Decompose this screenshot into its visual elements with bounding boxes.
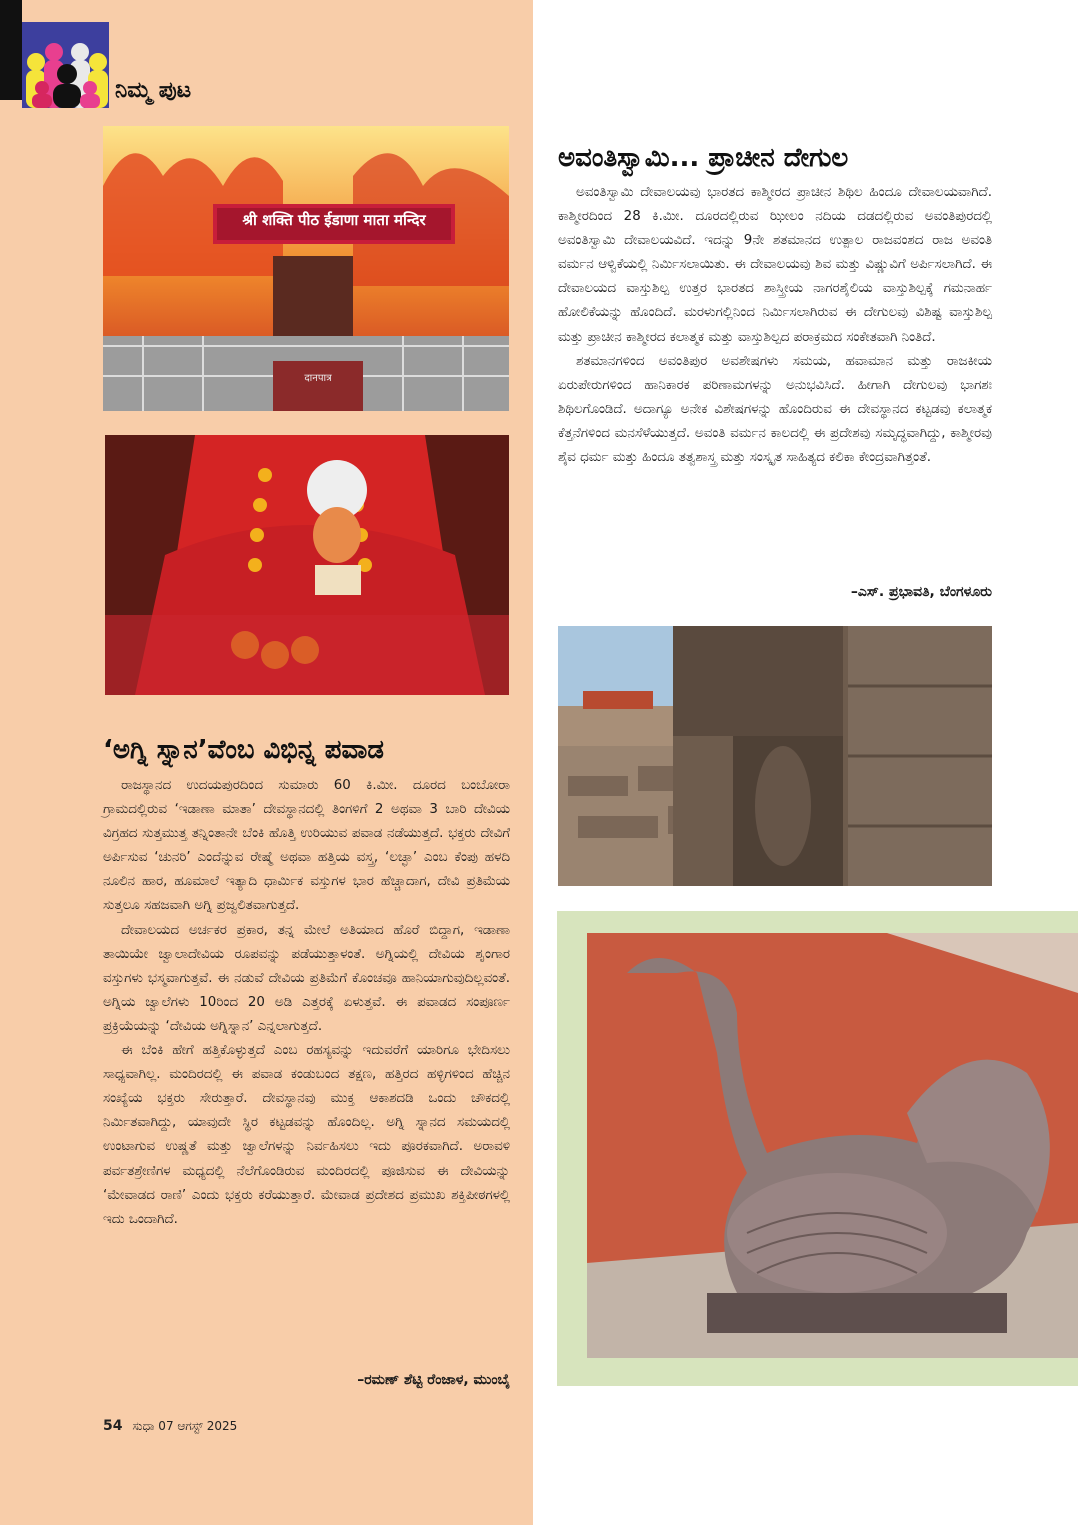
- temple-banner-text: श्री शक्ति पीठ ईडाणा माता मन्दिर: [242, 211, 426, 229]
- donation-box-label: दानपात्र: [304, 373, 332, 384]
- left-article-byline: –ರಮಣ್ ಶೆಟ್ಟಿ ರೆಂಜಾಳ, ಮುಂಬೈ: [357, 1372, 510, 1388]
- goddess-idol-photo: [105, 435, 509, 695]
- right-paragraph: ಶತಮಾನಗಳಿಂದ ಅವಂತಿಪುರ ಅವಶೇಷಗಳು ಸಮಯ, ಹವಾಮಾನ ಮತ್ತು ರಾಜಕೀಯ ಏರುಪೇರುಗಳಿಂದ ಹಾನಿಕಾರಕ ಪರಿಣಾಮಗಳನ್ನು ಅನುಭವಿಸಿದೆ. ಹೀಗಾಗಿ ದೇಗುಲವು ಭಾಗಶಃ ಶಿಥಿಲಗೊಂಡಿದೆ. ಅದಾಗ್ಯೂ ಅನೇಕ ವಿಶೇಷಗಳನ್ನು ಹೊಂದಿರುವ ಈ ದೇವಸ್ಥಾನದ ಕಟ್ಟಡವು ಕಲಾತ್ಮಕ ಕೆತ್ತನೆಗಳಿಂದ ಮನಸೆಳೆಯುತ್ತದೆ. ಅವಂತಿ ವರ್ಮನ ಕಾಲದಲ್ಲಿ ಈ ಪ್ರದೇಶವು ಸಮೃದ್ಧವಾಗಿದ್ದು, ಕಾಶ್ಮೀರವು ಶೈವ ಧರ್ಮ ಮತ್ತು ಹಿಂದೂ ತತ್ವಶಾಸ್ತ್ರ ಮತ್ತು ಸಂಸ್ಕೃತ ಸಾಹಿತ್ಯದ ಕಲಿಕಾ ಕೇಂದ್ರವಾಗಿತ್ತಂತೆ.: [558, 353, 992, 466]
- left-paragraph: ದೇವಾಲಯದ ಅರ್ಚಕರ ಪ್ರಕಾರ, ತನ್ನ ಮೇಲೆ ಅತಿಯಾದ ಹೊರೆ ಬಿದ್ದಾಗ, ಇಡಾಣಾ ತಾಯಿಯೇ ಜ್ವಾಲಾದೇವಿಯ ರೂಪವನ್ನು ಪಡೆಯುತ್ತಾಳಂತೆ. ಅಗ್ನಿಯಲ್ಲಿ ದೇವಿಯ ಶೃಂಗಾರ ವಸ್ತುಗಳು ಭಸ್ಮವಾಗುತ್ತವೆ. ಈ ನಡುವೆ ದೇವಿಯ ಪ್ರತಿಮೆಗೆ ಕೊಂಚವೂ ಹಾನಿಯಾಗುವುದಿಲ್ಲವಂತೆ. ಅಗ್ನಿಯ ಜ್ವಾಲೆಗಳು 10ರಿಂದ 20 ಅಡಿ ಎತ್ತರಕ್ಕೆ ಏಳುತ್ತವೆ. ಈ ಪವಾಡದ ಸಂಪೂರ್ಣ ಪ್ರಕ್ರಿಯೆಯನ್ನು ‘ದೇವಿಯ ಅಗ್ನಿಸ್ನಾನ’ ಎನ್ನಲಾಗುತ್ತದೆ.: [103, 922, 510, 1034]
- right-article-headline: ಅವಂತಿಸ್ವಾಮಿ... ಪ್ರಾಚೀನ ದೇಗುಲ: [558, 143, 849, 174]
- section-logo: [22, 22, 109, 108]
- left-article-body: [103, 774, 510, 1232]
- right-article-body: [558, 181, 992, 470]
- wooden-bird-photo: [587, 933, 1078, 1358]
- left-paragraph: ರಾಜಸ್ಥಾನದ ಉದಯಪುರದಿಂದ ಸುಮಾರು 60 ಕಿ.ಮೀ. ದೂರದ ಬಂಬೋರಾ ಗ್ರಾಮದಲ್ಲಿರುವ ‘ಇಡಾಣಾ ಮಾತಾ’ ದೇವಸ್ಥಾನದಲ್ಲಿ ತಿಂಗಳಿಗೆ 2 ಅಥವಾ 3 ಬಾರಿ ದೇವಿಯ ವಿಗ್ರಹದ ಸುತ್ತಮುತ್ತ ತನ್ನಿಂತಾನೇ ಬೆಂಕಿ ಹೊತ್ತಿ ಉರಿಯುವ ಪವಾಡ ನಡೆಯುತ್ತದೆ. ಭಕ್ತರು ದೇವಿಗೆ ಅರ್ಪಿಸುವ ‘ಚುನರಿ’ ಎಂದೆನ್ನುವ ರೇಷ್ಮೆ ಅಥವಾ ಹತ್ತಿಯ ವಸ್ತ್ರ, ‘ಲಚ್ಛಾ’ ಎಂಬ ಕೆಂಪು ಹಳದಿ ನೂಲಿನ ಹಾರ, ಹೂಮಾಲೆ ಇತ್ಯಾದಿ ಧಾರ್ಮಿಕ ವಸ್ತುಗಳ ಭಾರ ಹೆಚ್ಚಾದಾಗ, ದೇವಿ ಪ್ರತಿಮೆಯ ಸುತ್ತಲೂ ಸಹಜವಾಗಿ ಅಗ್ನಿ ಪ್ರಜ್ವಲಿತವಾಗುತ್ತದೆ.: [103, 778, 510, 914]
- section-title: ನಿಮ್ಮ ಪುಟ: [115, 78, 192, 103]
- left-paragraph: ಈ ಬೆಂಕಿ ಹೇಗೆ ಹತ್ತಿಕೊಳ್ಳುತ್ತದೆ ಎಂಬ ರಹಸ್ಯವನ್ನು ಇದುವರೆಗೆ ಯಾರಿಗೂ ಭೇದಿಸಲು ಸಾಧ್ಯವಾಗಿಲ್ಲ. ಮಂದಿರದಲ್ಲಿ ಈ ಪವಾಡ ಕಂಡುಬಂದ ತಕ್ಷಣ, ಹತ್ತಿರದ ಹಳ್ಳಿಗಳಿಂದ ಹೆಚ್ಚಿನ ಸಂಖ್ಯೆಯ ಭಕ್ತರು ಸೇರುತ್ತಾರೆ. ದೇವಸ್ಥಾನವು ಮುಕ್ತ ಆಕಾಶದಡಿ ಒಂದು ಚೌಕದಲ್ಲಿ ನಿರ್ಮಿತವಾಗಿದ್ದು, ಯಾವುದೇ ಸ್ಥಿರ ಕಟ್ಟಡವನ್ನು ಹೊಂದಿಲ್ಲ. ಅಗ್ನಿ ಸ್ನಾನದ ಸಮಯದಲ್ಲಿ ಉಂಟಾಗುವ ಉಷ್ಣತೆ ಮತ್ತು ಜ್ವಾಲೆಗಳನ್ನು ನಿರ್ವಹಿಸಲು ಇದು ಪೂರಕವಾಗಿದೆ. ಅರಾವಳಿ ಪರ್ವತಶ್ರೇಣಿಗಳ ಮಧ್ಯದಲ್ಲಿ ನೆಲೆಗೊಂಡಿರುವ ಮಂದಿರದಲ್ಲಿ ಪೂಜಿಸುವ ಈ ದೇವಿಯನ್ನು ‘ಮೇವಾಡದ ರಾಣಿ’ ಎಂದು ಭಕ್ತರು ಕರೆಯುತ್ತಾರೆ. ಮೇವಾಡ ಪ್ರದೇಶದ ಪ್ರಮುಖ ಶಕ್ತಿಪೀಠಗಳಲ್ಲಿ ಇದು ಒಂದಾಗಿದೆ.: [103, 1043, 510, 1227]
- corner-bar: [0, 0, 22, 100]
- page-number: 54: [103, 1418, 123, 1434]
- left-article-headline: ‘ಅಗ್ನಿ ಸ್ನಾನ’ವೆಂಬ ವಿಭಿನ್ನ ಪವಾಡ: [103, 735, 384, 766]
- right-paragraph: ಅವಂತಿಸ್ವಾಮಿ ದೇವಾಲಯವು ಭಾರತದ ಕಾಶ್ಮೀರದ ಪ್ರಾಚೀನ ಶಿಥಿಲ ಹಿಂದೂ ದೇವಾಲಯವಾಗಿದೆ. ಕಾಶ್ಮೀರದಿಂದ 28 ಕಿ.ಮೀ. ದೂರದಲ್ಲಿರುವ ಝೀಲಂ ನದಿಯ ದಡದಲ್ಲಿರುವ ಅವಂತಿಪುರದಲ್ಲಿ ಅವಂತಿಸ್ವಾಮಿ ದೇವಾಲಯವಿದೆ. ಇದನ್ನು 9ನೇ ಶತಮಾನದ ಉತ್ಪಾಲ ರಾಜವಂಶದ ರಾಜ ಅವಂತಿ ವರ್ಮನ ಆಳ್ವಿಕೆಯಲ್ಲಿ ನಿರ್ಮಿಸಲಾಯಿತು. ಈ ದೇವಾಲಯವು ಶಿವ ಮತ್ತು ವಿಷ್ಣುವಿಗೆ ಅರ್ಪಿಸಲಾಗಿದೆ. ಈ ದೇವಾಲಯದ ವಾಸ್ತುಶಿಲ್ಪ ಉತ್ತರ ಭಾರತದ ಶಾಸ್ತ್ರೀಯ ನಾಗರಶೈಲಿಯ ವಾಸ್ತುಶಿಲ್ಪಕ್ಕೆ ಗಮನಾರ್ಹ ಹೋಲಿಕೆಯನ್ನು ಹೊಂದಿದೆ. ಮರಳುಗಲ್ಲಿನಿಂದ ನಿರ್ಮಿಸಲಾಗಿರುವ ಈ ದೇಗುಲವು ವಿಶಿಷ್ಟ ವಾಸ್ತುಶಿಲ್ಪ ಮತ್ತು ಪ್ರಾಚೀನ ಕಾಶ್ಮೀರದ ಕಲಾತ್ಮಕ ಮತ್ತು ವಾಸ್ತುಶಿಲ್ಪದ ಪರಾಕ್ರಮದ ಸಂಕೇತವಾಗಿ ನಿಂತಿದೆ.: [558, 185, 992, 345]
- temple-ruins-photo: [558, 626, 992, 886]
- right-article-byline: –ಎಸ್. ಪ್ರಭಾವತಿ, ಬೆಂಗಳೂರು: [850, 584, 992, 600]
- publication-info: ಸುಧಾ 07 ಆಗಸ್ಟ್ 2025: [132, 1419, 238, 1433]
- page-footer: [103, 1418, 237, 1434]
- temple-fire-photo: [103, 126, 509, 411]
